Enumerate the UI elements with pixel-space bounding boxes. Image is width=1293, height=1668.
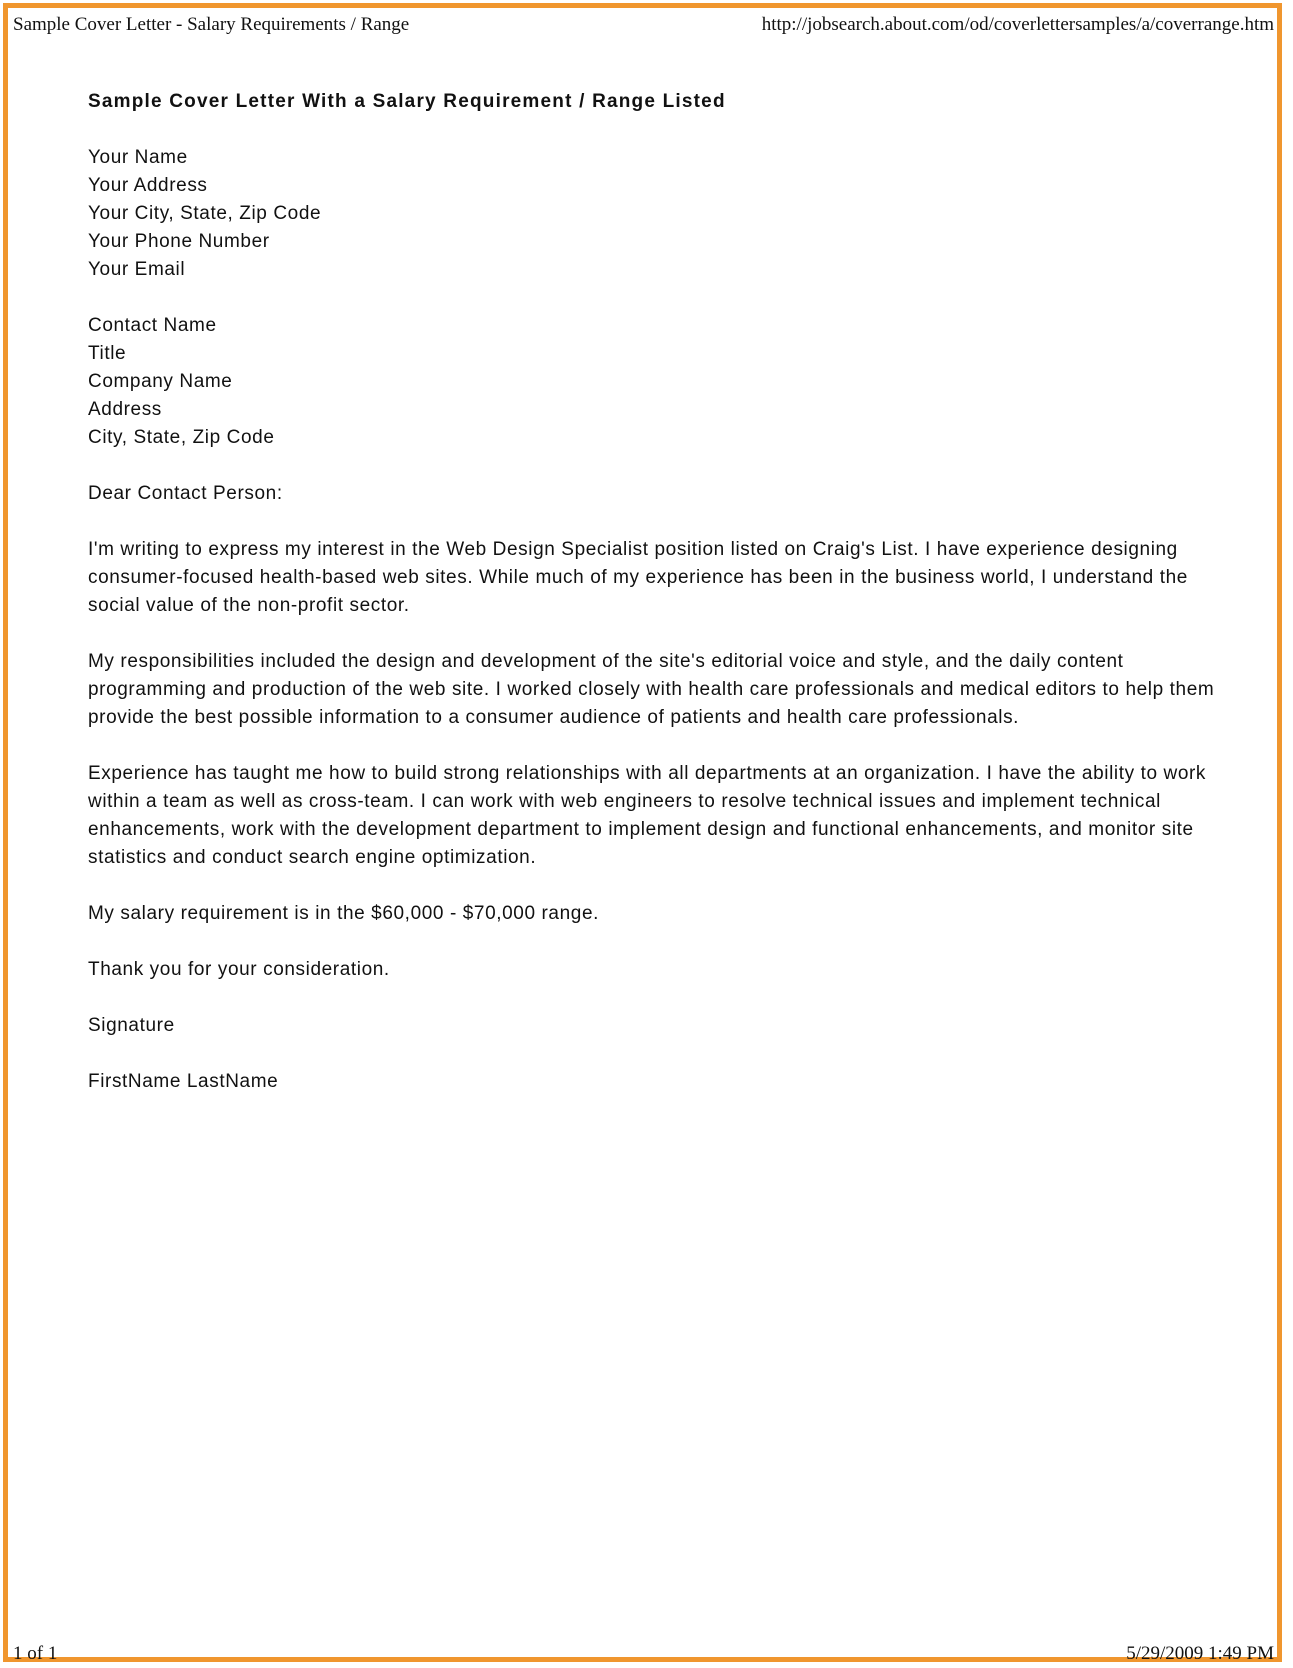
recipient-city-state-zip: City, State, Zip Code	[88, 427, 275, 448]
recipient-address-block	[88, 312, 1218, 452]
signature-label: Signature	[88, 1015, 175, 1036]
recipient-company: Company Name	[88, 371, 233, 392]
paragraph-thanks: Thank you for your consideration.	[88, 959, 390, 980]
sender-address: Your Address	[88, 175, 208, 196]
signer-name: FirstName LastName	[88, 1071, 279, 1092]
sender-phone: Your Phone Number	[88, 231, 270, 252]
page-frame	[3, 3, 1282, 1662]
print-header-url[interactable]: http://jobsearch.about.com/od/coverlettersamples/a/coverrange.htm	[761, 14, 1274, 35]
sender-name: Your Name	[88, 147, 188, 168]
recipient-address: Address	[88, 399, 162, 420]
paragraph-salary: My salary requirement is in the $60,000 - $70,000 range.	[88, 903, 599, 924]
letter-heading: Sample Cover Letter With a Salary Requirement / Range Listed	[88, 91, 726, 112]
sender-city-state-zip: Your City, State, Zip Code	[88, 203, 322, 224]
letter-body	[88, 88, 1218, 1124]
salutation: Dear Contact Person:	[88, 483, 283, 504]
recipient-title: Title	[88, 343, 127, 364]
recipient-contact-name: Contact Name	[88, 315, 217, 336]
print-footer-timestamp: 5/29/2009 1:49 PM	[1126, 1643, 1274, 1664]
sender-email: Your Email	[88, 259, 186, 280]
sender-address-block	[88, 144, 1218, 284]
print-header-title: Sample Cover Letter - Salary Requirements / Range	[13, 14, 410, 35]
print-footer-page-count: 1 of 1	[13, 1643, 58, 1664]
paragraph-responsibilities: My responsibilities included the design and development of the site's editorial voice and style, and the daily content programming and production of the web site. I worked closely with health care professionals and medical editors to help them provide the best possible information to a consumer audience of patients and health care professionals.	[88, 651, 1215, 728]
paragraph-interest: I'm writing to express my interest in the Web Design Specialist position listed on Craig's List. I have experience designing consumer-focused health-based web sites. While much of my experience has been in the business world, I understand the social value of the non-profit sector.	[88, 539, 1188, 616]
paragraph-experience: Experience has taught me how to build strong relationships with all departments at an organization. I have the ability to work within a team as well as cross-team. I can work with web engineers to resolve technical issues and implement technical enhancements, work with the development department to implement design and functional enhancements, and monitor site statistics and conduct search engine optimization.	[88, 763, 1207, 868]
